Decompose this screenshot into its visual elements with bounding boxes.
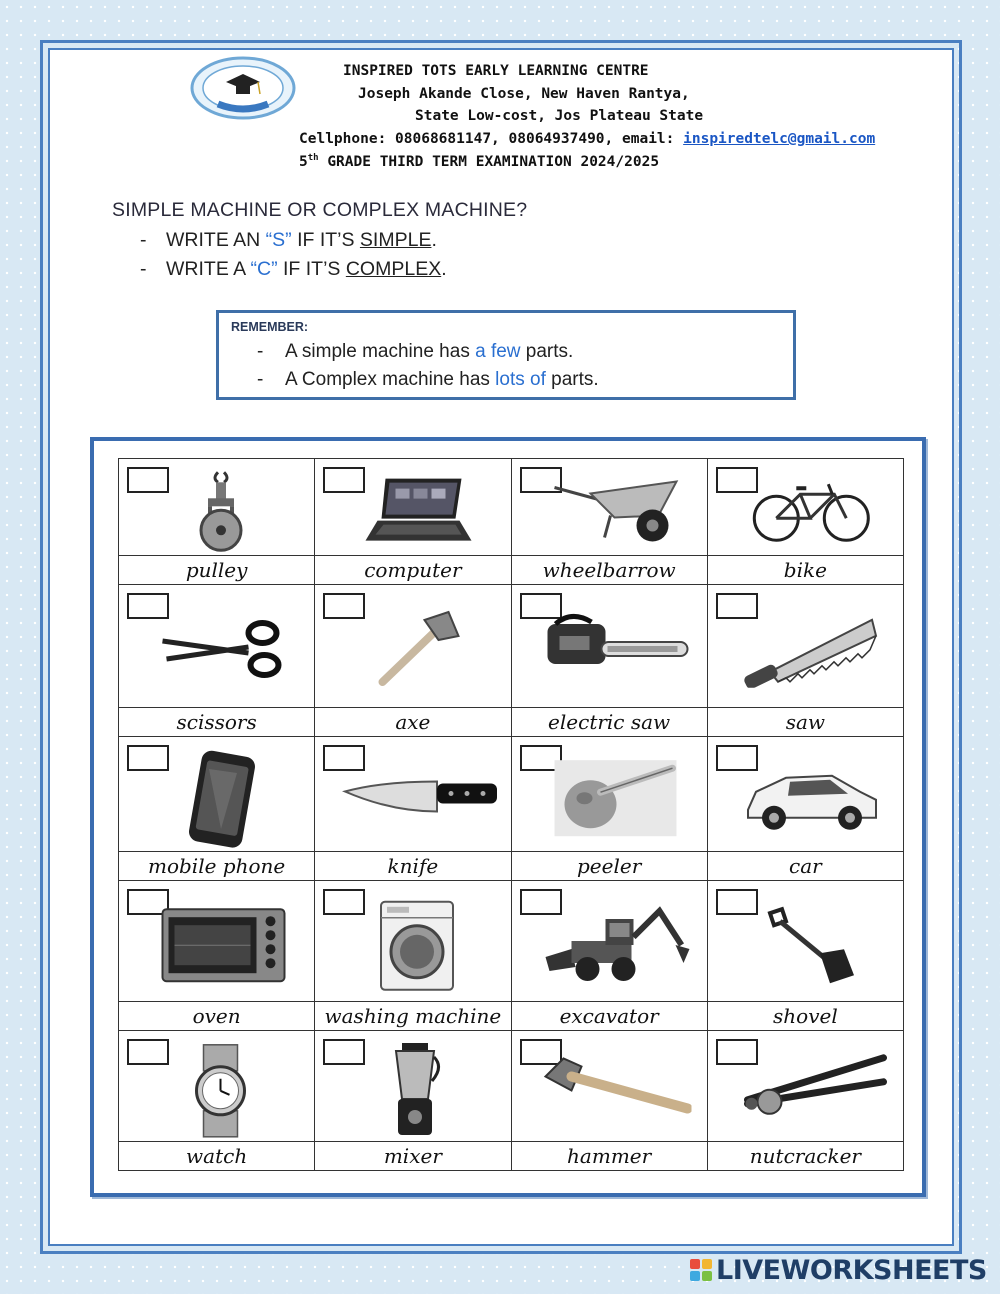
item-label: scissors <box>119 708 315 737</box>
item-label: car <box>707 852 903 881</box>
item-label: nutcracker <box>707 1142 903 1171</box>
computer-icon <box>363 475 473 547</box>
answer-box-scissors[interactable] <box>127 593 169 619</box>
instruction-complex: - WRITE A “C” IF IT’S COMPLEX. <box>140 258 447 280</box>
exam-title <box>299 153 659 170</box>
item-cell-knife <box>315 737 511 852</box>
remember-line-complex: - A Complex machine has lots of parts. <box>257 369 599 390</box>
item-cell-wheelbarrow <box>511 459 707 556</box>
answer-box-pulley[interactable] <box>127 467 169 493</box>
item-label: excavator <box>511 1002 707 1031</box>
item-label: axe <box>315 708 511 737</box>
answer-box-axe[interactable] <box>323 593 365 619</box>
school-logo <box>190 56 296 120</box>
remember-title: REMEMBER: <box>231 320 309 334</box>
wheelbarrow-icon <box>551 476 681 546</box>
item-label: mobile phone <box>119 852 315 881</box>
item-cell-axe <box>315 585 511 708</box>
remember-box <box>216 310 796 400</box>
contact-text: Cellphone: 08068681147, 08064937490, email: <box>299 131 675 147</box>
item-cell-electric-saw <box>511 585 707 708</box>
oven-icon <box>158 903 288 987</box>
item-label: watch <box>119 1142 315 1171</box>
item-cell-bike <box>707 459 903 556</box>
item-label: saw <box>707 708 903 737</box>
item-label: electric saw <box>511 708 707 737</box>
shovel-icon <box>760 903 860 987</box>
answer-box-mixer[interactable] <box>323 1039 365 1065</box>
email-link[interactable]: inspiredtelc@gmail.com <box>683 131 876 147</box>
item-label: knife <box>315 852 511 881</box>
hammer-icon <box>542 1055 692 1125</box>
item-cell-car <box>707 737 903 852</box>
instruction-simple: - WRITE AN “S” IF IT’S SIMPLE. <box>140 229 437 251</box>
grade-suffix: th <box>307 153 319 163</box>
item-cell-hammer <box>511 1031 707 1142</box>
watch-icon <box>185 1043 255 1139</box>
scissors-icon <box>158 619 288 679</box>
remember-line-simple: - A simple machine has a few parts. <box>257 341 574 362</box>
exam-title-text: GRADE THIRD TERM EXAMINATION 2024/2025 <box>327 153 660 170</box>
item-cell-scissors <box>119 585 315 708</box>
excavator-icon <box>542 905 692 985</box>
worksheet-title: SIMPLE MACHINE OR COMPLEX MACHINE? <box>112 199 528 221</box>
nutcracker-icon <box>738 1052 888 1128</box>
machines-grid <box>118 458 904 1171</box>
school-name: INSPIRED TOTS EARLY LEARNING CENTRE <box>343 63 649 79</box>
electric-saw-icon <box>542 610 692 690</box>
answer-box-washing-machine[interactable] <box>323 889 365 915</box>
item-label: pulley <box>119 556 315 585</box>
liveworksheets-brand[interactable] <box>690 1252 987 1288</box>
item-cell-shovel <box>707 881 903 1002</box>
item-label: bike <box>707 556 903 585</box>
brand-text: LIVEWORKSHEETS <box>716 1254 987 1286</box>
item-label: computer <box>315 556 511 585</box>
mobile-phone-icon <box>181 749 261 849</box>
address-line-1: Joseph Akande Close, New Haven Rantya, <box>358 86 690 102</box>
contact-line <box>299 131 875 147</box>
item-cell-mixer <box>315 1031 511 1142</box>
grade-number: 5 <box>299 153 308 170</box>
item-label: oven <box>119 1002 315 1031</box>
bike-icon <box>749 478 875 542</box>
pulley-icon <box>190 468 250 554</box>
address-line-2: State Low-cost, Jos Plateau State <box>415 108 704 124</box>
liveworksheets-logo-icon <box>690 1259 712 1281</box>
answer-box-computer[interactable] <box>323 467 365 493</box>
item-cell-oven <box>119 881 315 1002</box>
washing-machine-icon <box>377 898 457 994</box>
answer-box-knife[interactable] <box>323 745 365 771</box>
item-cell-nutcracker <box>707 1031 903 1142</box>
item-label: mixer <box>315 1142 511 1171</box>
item-cell-excavator <box>511 881 707 1002</box>
answer-box-mobile-phone[interactable] <box>127 745 169 771</box>
item-cell-saw <box>707 585 903 708</box>
answer-box-shovel[interactable] <box>716 889 758 915</box>
item-cell-washing-machine <box>315 881 511 1002</box>
answer-box-watch[interactable] <box>127 1039 169 1065</box>
item-cell-computer <box>315 459 511 556</box>
item-cell-pulley <box>119 459 315 556</box>
item-label: peeler <box>511 852 707 881</box>
saw-icon <box>742 612 882 688</box>
item-cell-peeler <box>511 737 707 852</box>
knife-icon <box>341 772 501 822</box>
item-label: shovel <box>707 1002 903 1031</box>
car-icon <box>742 760 882 836</box>
axe-icon <box>372 610 462 690</box>
item-cell-mobile-phone <box>119 737 315 852</box>
item-label: wheelbarrow <box>511 556 707 585</box>
item-cell-watch <box>119 1031 315 1142</box>
item-label: washing machine <box>315 1002 511 1031</box>
mixer-icon <box>386 1041 446 1141</box>
peeler-icon <box>551 756 681 840</box>
item-label: hammer <box>511 1142 707 1171</box>
